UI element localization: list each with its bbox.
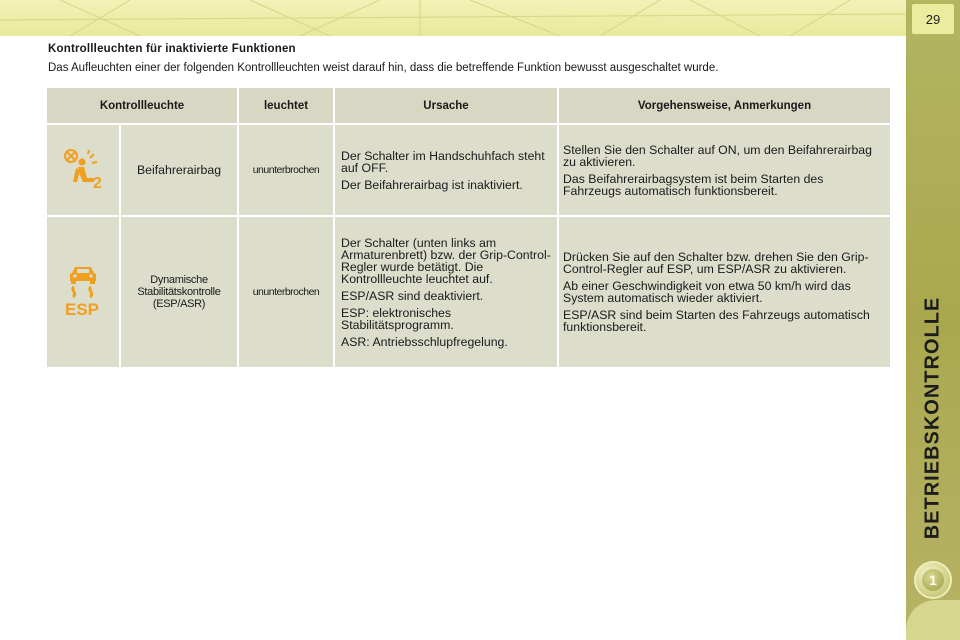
- section-title: Kontrollleuchten für inaktivierte Funktionen: [48, 43, 296, 55]
- cause-text: Der Schalter im Handschuhfach steht auf OFF.: [341, 148, 545, 175]
- chapter-title: BETRIEBSKONTROLLE: [921, 296, 944, 540]
- esp-icon-label: ESP: [65, 299, 100, 317]
- row-name: Beifahrerairbag: [121, 125, 237, 215]
- cause-text: ASR: Antriebsschlupfregelung.: [341, 334, 508, 349]
- action-text: Das Beifahrerairbagsystem ist beim Starten des Fahrzeugs automatisch funktionsbereit.: [563, 171, 824, 198]
- cause-text: ESP: elektronisches Stabilitätsprogramm.: [341, 305, 454, 332]
- row-cause: [335, 125, 557, 215]
- row-lit: ununterbrochen: [239, 217, 333, 367]
- warning-lights-table: [45, 86, 892, 369]
- header-cause: Ursache: [335, 88, 557, 123]
- cause-text: ESP/ASR sind deaktiviert.: [341, 288, 484, 303]
- chapter-number: 1: [922, 569, 944, 591]
- row-action: [559, 125, 890, 215]
- row-lit: ununterbrochen: [239, 125, 333, 215]
- action-text: ESP/ASR sind beim Starten des Fahrzeugs automatisch funktionsbereit.: [563, 308, 870, 334]
- cause-text: Der Schalter (unten links am Armaturenbrett) bzw. der Grip-Control-Regler wurde betätigt. Die Kontrollleuchte leuchtet auf.: [341, 235, 551, 286]
- row-name-line: Dynamische: [150, 274, 208, 286]
- row-cause: [335, 217, 557, 367]
- header-lit: leuchtet: [239, 88, 333, 123]
- section-intro: Das Aufleuchten einer der folgenden Kontrollleuchten weist darauf hin, dass die betreffende Funktion bewusst ausgeschaltet wurde.: [48, 62, 719, 74]
- row-name-line: Stabilitätskontrolle: [137, 286, 221, 298]
- icon-cell: [47, 125, 119, 215]
- header-pattern: [0, 0, 906, 36]
- header-action: Vorgehensweise, Anmerkungen: [559, 88, 890, 123]
- row-action: [559, 217, 890, 367]
- header-band: [0, 0, 906, 36]
- chapter-badge[interactable]: [914, 561, 952, 599]
- airbag-off-icon: [60, 148, 106, 193]
- esp-icon: [63, 265, 103, 320]
- table-row: [47, 217, 890, 367]
- table-header-row: [47, 88, 890, 123]
- row-name: [121, 217, 237, 367]
- action-text: Ab einer Geschwindigkeit von etwa 50 km/h wird das System automatisch wieder aktiviert.: [563, 279, 851, 305]
- header-warning-light: Kontrollleuchte: [47, 88, 237, 123]
- row-name-line: (ESP/ASR): [152, 298, 206, 310]
- action-text: Stellen Sie den Schalter auf ON, um den Beifahrerairbag zu aktivieren.: [563, 142, 872, 169]
- table-row: [47, 125, 890, 215]
- icon-cell: [47, 217, 119, 367]
- action-text: Drücken Sie auf den Schalter bzw. drehen Sie den Grip-Control-Regler auf ESP, um ESP/ASR zu aktivieren.: [563, 250, 869, 276]
- page-number: 29: [912, 4, 954, 34]
- airbag-icon-number: 2: [93, 174, 102, 190]
- cause-text: Der Beifahrerairbag ist inaktiviert.: [341, 177, 523, 192]
